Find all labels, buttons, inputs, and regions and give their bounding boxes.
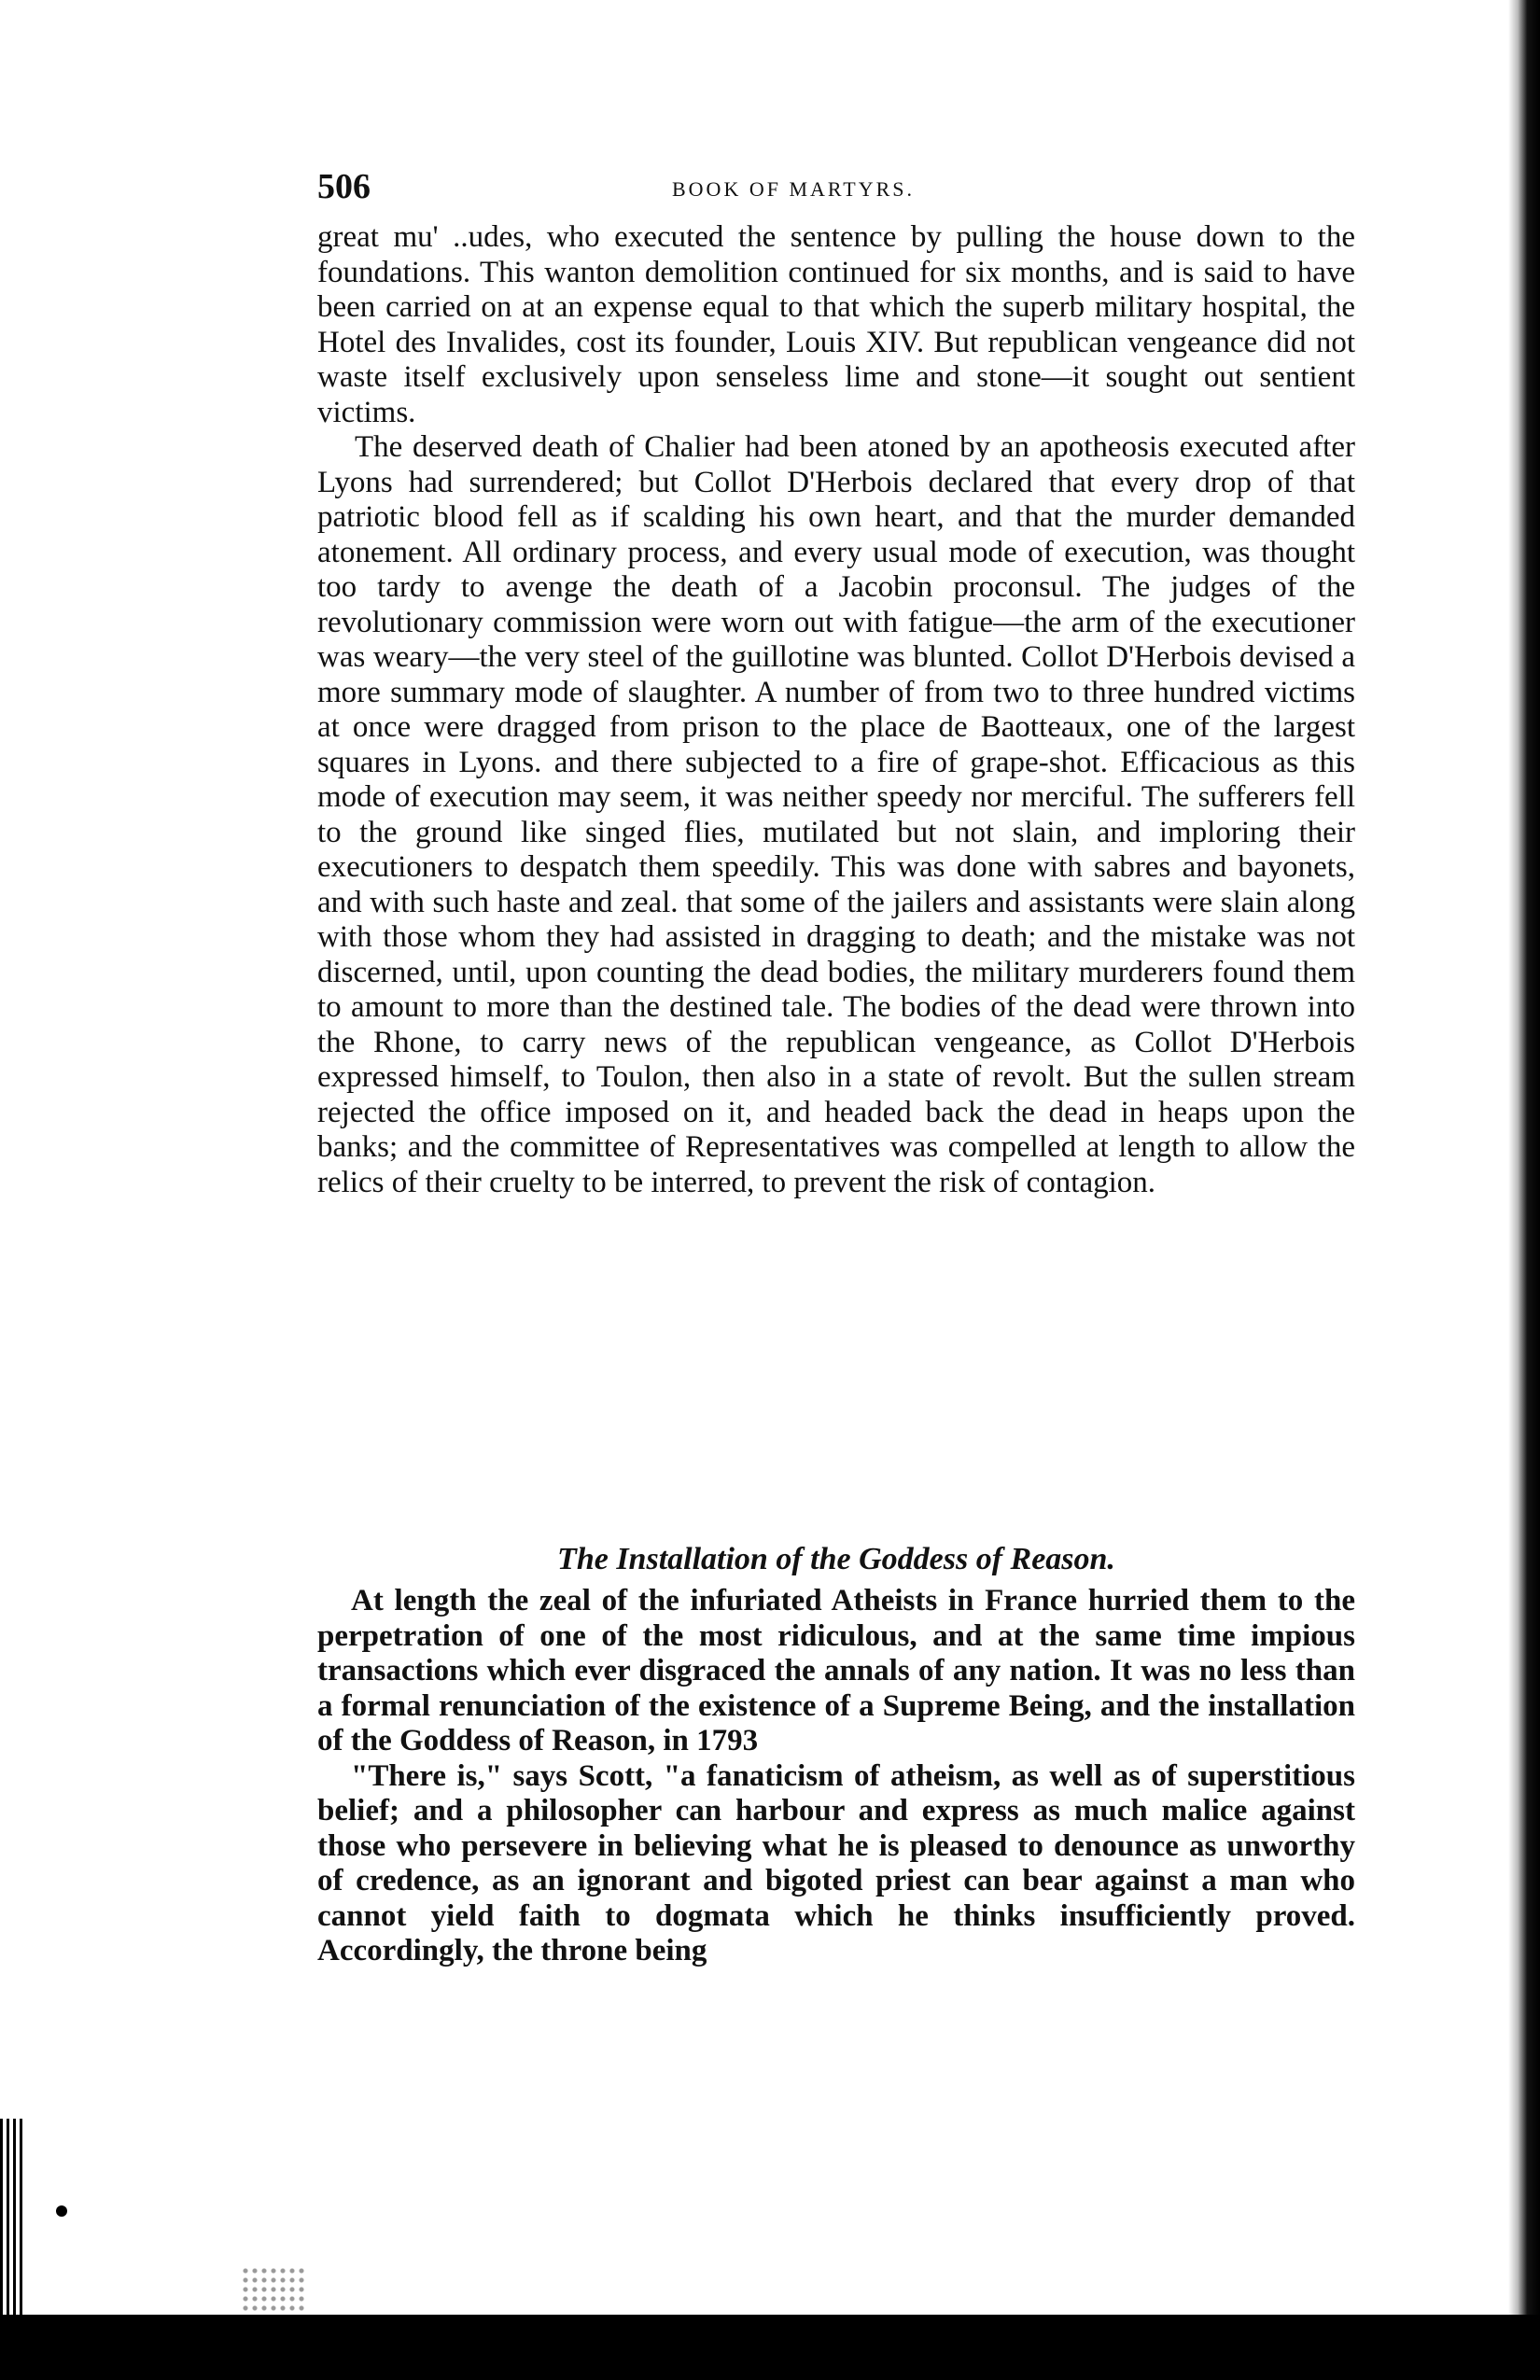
paragraph: At length the zeal of the infuriated Atheists in France hurried them to the perpetration of one of the most ridiculous, and at the same time impious transactions which ever disgraced the annals of any nation. It was no less than a formal renunciation of the existence of a Supreme Being, and the installation of the Goddess of Reason, in 1793	[317, 1584, 1355, 1757]
ink-spot	[56, 2205, 67, 2217]
paragraph: "There is," says Scott, "a fanaticism of atheism, as well as of superstitious belief; and a philosopher can harbour and express as much malice against those who persevere in believing what he is pleased to denounce as unworthy of credence, as an ignorant and bigoted priest can bear against a man who cannot yield faith to dogmata which he thinks insufficiently proved. Accordingly, the throne being	[317, 1758, 1355, 1967]
running-head: BOOK OF MARTYRS.	[672, 177, 915, 201]
book-spine-edge	[1508, 0, 1540, 2315]
main-text	[317, 220, 1355, 1200]
scan-border	[0, 2315, 1540, 2380]
page-number: 506	[317, 167, 371, 206]
page-header	[317, 166, 1355, 213]
section-text	[317, 1584, 1355, 1969]
paragraph: The deserved death of Chalier had been atoned by an apotheosis executed after Lyons had surrendered; but Collot D'Herbois declared that every drop of that patriotic blood fell as if scalding his own heart, and that the murder demanded atonement. All ordinary process, and every usual mode of execution, was thought too tardy to avenge the death of a Jacobin proconsul. The judges of the revolutionary commission were worn out with fatigue—the arm of the executioner was weary—the very steel of the guillotine was blunted. Collot D'Herbois devised a more summary mode of slaughter. A number of from two to three hundred victims at once were dragged from prison to the place de Baotteaux, one of the largest squares in Lyons. and there subjected to a fire of grape-shot. Efficacious as this mode of execution may seem, it was neither speedy nor merciful. The sufferers fell to the ground like singed flies, mutilated but not slain, and imploring their executioners to despatch them speedily. This was done with sabres and bayonets, and with such haste and zeal. that some of the jailers and assistants were slain along with those whom they had assisted in dragging to death; and the mistake was not discerned, until, upon counting the dead bodies, the military murderers found them to amount to more than the destined tale. The bodies of the dead were thrown into the Rhone, to carry news of the republican vengeance, as Collot D'Herbois expressed himself, to Toulon, then also in a state of revolt. But the sullen stream rejected the office imposed on it, and headed back the dead in heaps upon the banks; and the committee of Representatives was compelled at length to allow the relics of their cruelty to be interred, to prevent the risk of contagion.	[317, 430, 1355, 1199]
ink-smudge	[241, 2266, 306, 2313]
paragraph: great mu' ..udes, who executed the sentence by pulling the house down to the foundations. This wanton demolition continued for six months, and is said to have been carried on at an expense equal to that which the superb military hospital, the Hotel des Invalides, cost its founder, Louis XIV. But republican vengeance did not waste itself exclusively upon senseless lime and stone—it sought out sentient victims.	[317, 220, 1355, 429]
page-edge-scan-artifact	[0, 2119, 26, 2315]
section-heading: The Installation of the Goddess of Reason.	[557, 1542, 1115, 1576]
